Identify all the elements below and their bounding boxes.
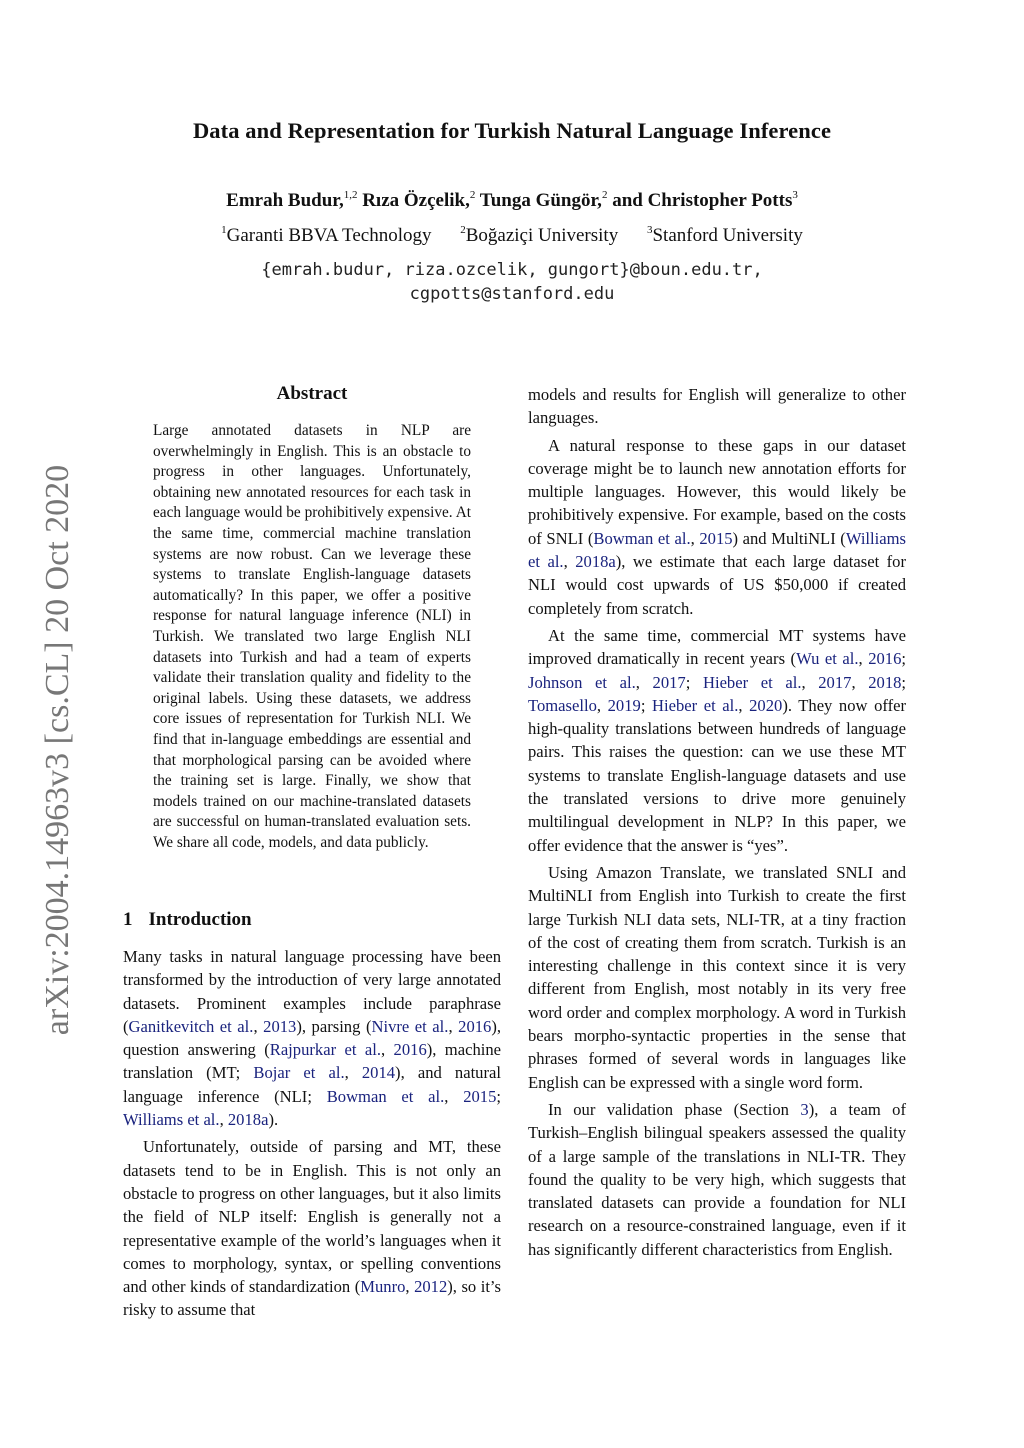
- affiliation-list: [0, 225, 1024, 247]
- paragraph-text: ;: [901, 649, 906, 669]
- body-paragraph: [528, 434, 906, 620]
- author-list: [0, 190, 1024, 212]
- paragraph-text: ,: [448, 1016, 459, 1036]
- author-emails-line-1: {emrah.budur, riza.ozcelik, gungort}@boun.edu.tr,: [261, 260, 763, 280]
- citation-link[interactable]: 2012: [414, 1277, 448, 1297]
- section-number: 1: [123, 909, 133, 930]
- author-affiliation-mark: 2: [601, 189, 608, 201]
- paragraph-text: ), question answering (: [123, 1016, 502, 1060]
- left-column-body: [123, 945, 501, 1322]
- affiliation-mark: 1: [221, 224, 227, 236]
- citation-link[interactable]: Tomasello: [528, 695, 597, 715]
- paragraph-text: ), so it’s risky to assume that: [123, 1277, 501, 1320]
- citation-link[interactable]: Johnson et al.: [528, 672, 636, 692]
- citation-link[interactable]: 2017: [652, 672, 686, 692]
- citation-link[interactable]: Williams et al.: [528, 528, 906, 572]
- affiliation: [221, 225, 431, 246]
- paragraph-text: ,: [381, 1040, 394, 1060]
- paragraph-text: In our validation phase (Section: [548, 1099, 801, 1119]
- body-paragraph: [528, 861, 906, 1094]
- paragraph-text: ,: [596, 695, 608, 715]
- citation-link[interactable]: Williams et al.: [123, 1110, 220, 1130]
- paragraph-text: ,: [405, 1277, 415, 1297]
- citation-link[interactable]: Wu et al.: [796, 649, 859, 669]
- paragraph-text: A natural response to these gaps in our dataset coverage might be to launch new annotation efforts for multiple languages. However, this would likely be prohibitively expensive. For example, based on the costs of SNLI (: [528, 435, 906, 548]
- affiliation: [647, 225, 803, 246]
- paragraph-text: ;: [685, 672, 703, 692]
- paragraph-text: ,: [563, 552, 576, 572]
- paragraph-text: ), parsing (: [296, 1016, 372, 1036]
- author-affiliation-mark: 1,2: [343, 189, 358, 201]
- body-paragraph: [123, 945, 501, 1131]
- citation-link[interactable]: 2016: [393, 1040, 427, 1060]
- citation-link[interactable]: Nivre et al.: [371, 1016, 449, 1036]
- citation-link[interactable]: Hieber et al.: [702, 672, 802, 692]
- author-emails-line-2: cgpotts@stanford.edu: [409, 284, 615, 304]
- paragraph-text: ;: [640, 695, 652, 715]
- author-name: and Christopher Potts: [612, 190, 793, 211]
- citation-link[interactable]: 3: [800, 1099, 809, 1119]
- citation-link[interactable]: 2018: [868, 672, 902, 692]
- affiliation: [460, 225, 618, 246]
- body-paragraph: [528, 1098, 906, 1261]
- paragraph-text: ,: [344, 1063, 362, 1083]
- paragraph-text: ), machine translation (MT;: [123, 1040, 502, 1083]
- citation-link[interactable]: 2019: [607, 695, 641, 715]
- affiliation-mark: 2: [460, 224, 466, 236]
- body-paragraph: [123, 1135, 501, 1321]
- paragraph-text: Unfortunately, outside of parsing and MT, these datasets tend to be in English. This is not only an obstacle to progress on other languages, but it also limits the field of NLP itself: English is generally not a representative example of the world’s languages when it comes to morphology, syntax, or spelling conventions and other kinds of standardization (: [123, 1137, 501, 1297]
- citation-link[interactable]: Ganitkevitch et al.: [128, 1016, 254, 1036]
- citation-link[interactable]: Bojar et al.: [253, 1063, 345, 1083]
- paragraph-text: ) and MultiNLI (: [732, 528, 846, 548]
- citation-link[interactable]: 2015: [699, 528, 733, 548]
- author-affiliation-mark: 3: [792, 189, 798, 201]
- citation-link[interactable]: 2018a: [575, 552, 616, 572]
- paragraph-text: ,: [851, 672, 869, 692]
- paragraph-text: Many tasks in natural language processing have been transformed by the introduction of very large annotated datasets. Prominent examples include paraphrase (: [123, 947, 501, 1036]
- paragraph-text: ;: [496, 1086, 501, 1106]
- section-title: Introduction: [148, 909, 252, 930]
- author-affiliation-mark: 2: [469, 189, 476, 201]
- paragraph-text: ,: [635, 672, 653, 692]
- citation-link[interactable]: Hieber et al.: [652, 695, 739, 715]
- paragraph-text: models and results for English will generalize to other languages.: [528, 385, 906, 428]
- paragraph-text: ). They now offer high-quality translations between hundreds of language pairs. This raises the question: can we use these MT systems to translate English-language datasets and use the translated versions to drive more genuinely multilingual development in NLP? In this paper, we offer evidence that the answer is “yes”.: [528, 695, 907, 855]
- body-paragraph: [528, 624, 906, 857]
- paragraph-text: ), we estimate that each large dataset for NLI would cost upwards of US $50,000 if created completely from scratch.: [528, 552, 906, 618]
- paragraph-text: ), a team of Turkish–English bilingual speakers assessed the quality of a large sample of the translations in NLI-TR. They found the quality to be very high, which suggests that translated datasets can provide a foundation for NLI research on a resource-constrained language, even if it has significantly different characteristics from English.: [528, 1099, 906, 1259]
- paragraph-text: ,: [219, 1110, 228, 1130]
- paragraph-text: ).: [268, 1110, 279, 1130]
- abstract-heading: Abstract: [276, 383, 348, 404]
- section-heading: [123, 909, 252, 931]
- abstract-text: Large annotated datasets in NLP are overwhelmingly in English. This is an obstacle to progress in other languages. Unfortunately, obtaining new annotated resources for each task in each language would be prohibitively expensive. At the same time, commercial machine translation systems are now robust. Can we leverage these systems to translate English-language datasets automatically? In this paper, we offer a positive response for natural language inference (NLI) in Turkish. We translated two large English NLI datasets into Turkish and had a team of experts validate their translation quality and fidelity to the original labels. Using these datasets, we address core issues of representation for Turkish NLI. We find that in-language embeddings are essential and that morphological parsing can be avoided where the training set is large. Finally, we show that models trained on our machine-translated datasets are successful on human-translated evaluation sets. We share all code, models, and data publicly.: [153, 422, 471, 851]
- citation-link[interactable]: Bowman et al.: [326, 1086, 445, 1106]
- citation-link[interactable]: 2013: [263, 1016, 297, 1036]
- paragraph-text: Using Amazon Translate, we translated SNLI and MultiNLI from English into Turkish to create the first large Turkish NLI data sets, NLI-TR, at a tiny fraction of the cost of creating them from scratch. Turkish is an interesting challenge in this context since it is very different from English, most notably in its very free word order and complex morphology. A word in Turkish bears morpho-syntactic properties in the sense that phrases formed of several words in languages like English can be expressed with a single word form.: [528, 862, 906, 1092]
- paragraph-text: ,: [858, 649, 869, 669]
- arxiv-identifier-stamp: arXiv:2004.14963v3 [cs.CL] 20 Oct 2020: [39, 464, 76, 1036]
- paragraph-text: ), and natural language inference (NLI;: [123, 1063, 501, 1106]
- affiliation-name: Garanti BBVA Technology: [226, 225, 432, 246]
- paragraph-text: ,: [738, 695, 750, 715]
- paragraph-text: ,: [801, 672, 819, 692]
- citation-link[interactable]: 2018a: [227, 1110, 269, 1130]
- paragraph-text: ,: [253, 1016, 264, 1036]
- paper-title: Data and Representation for Turkish Natural Language Inference: [192, 118, 832, 143]
- affiliation-mark: 3: [646, 224, 653, 236]
- citation-link[interactable]: 2020: [749, 695, 783, 715]
- affiliation-name: Boğaziçi University: [465, 225, 619, 246]
- paragraph-text: ,: [444, 1086, 464, 1106]
- paragraph-text: ,: [690, 528, 700, 548]
- paragraph-text: At the same time, commercial MT systems have improved dramatically in recent years (: [528, 625, 906, 669]
- citation-link[interactable]: 2016: [458, 1016, 492, 1036]
- citation-link[interactable]: 2016: [868, 649, 902, 669]
- citation-link[interactable]: 2015: [463, 1086, 497, 1106]
- author-name: Rıza Özçelik,: [362, 190, 470, 211]
- citation-link[interactable]: Rajpurkar et al.: [269, 1040, 381, 1060]
- author-name: Emrah Budur,: [226, 190, 344, 211]
- citation-link[interactable]: Bowman et al.: [593, 528, 691, 548]
- citation-link[interactable]: 2014: [361, 1063, 396, 1083]
- affiliation-name: Stanford University: [652, 225, 803, 246]
- paragraph-text: ;: [901, 672, 907, 692]
- body-paragraph: [528, 383, 906, 430]
- citation-link[interactable]: 2017: [818, 672, 852, 692]
- right-column-body: [528, 383, 906, 1261]
- author-name: Tunga Güngör,: [479, 190, 602, 211]
- citation-link[interactable]: Munro: [360, 1277, 406, 1297]
